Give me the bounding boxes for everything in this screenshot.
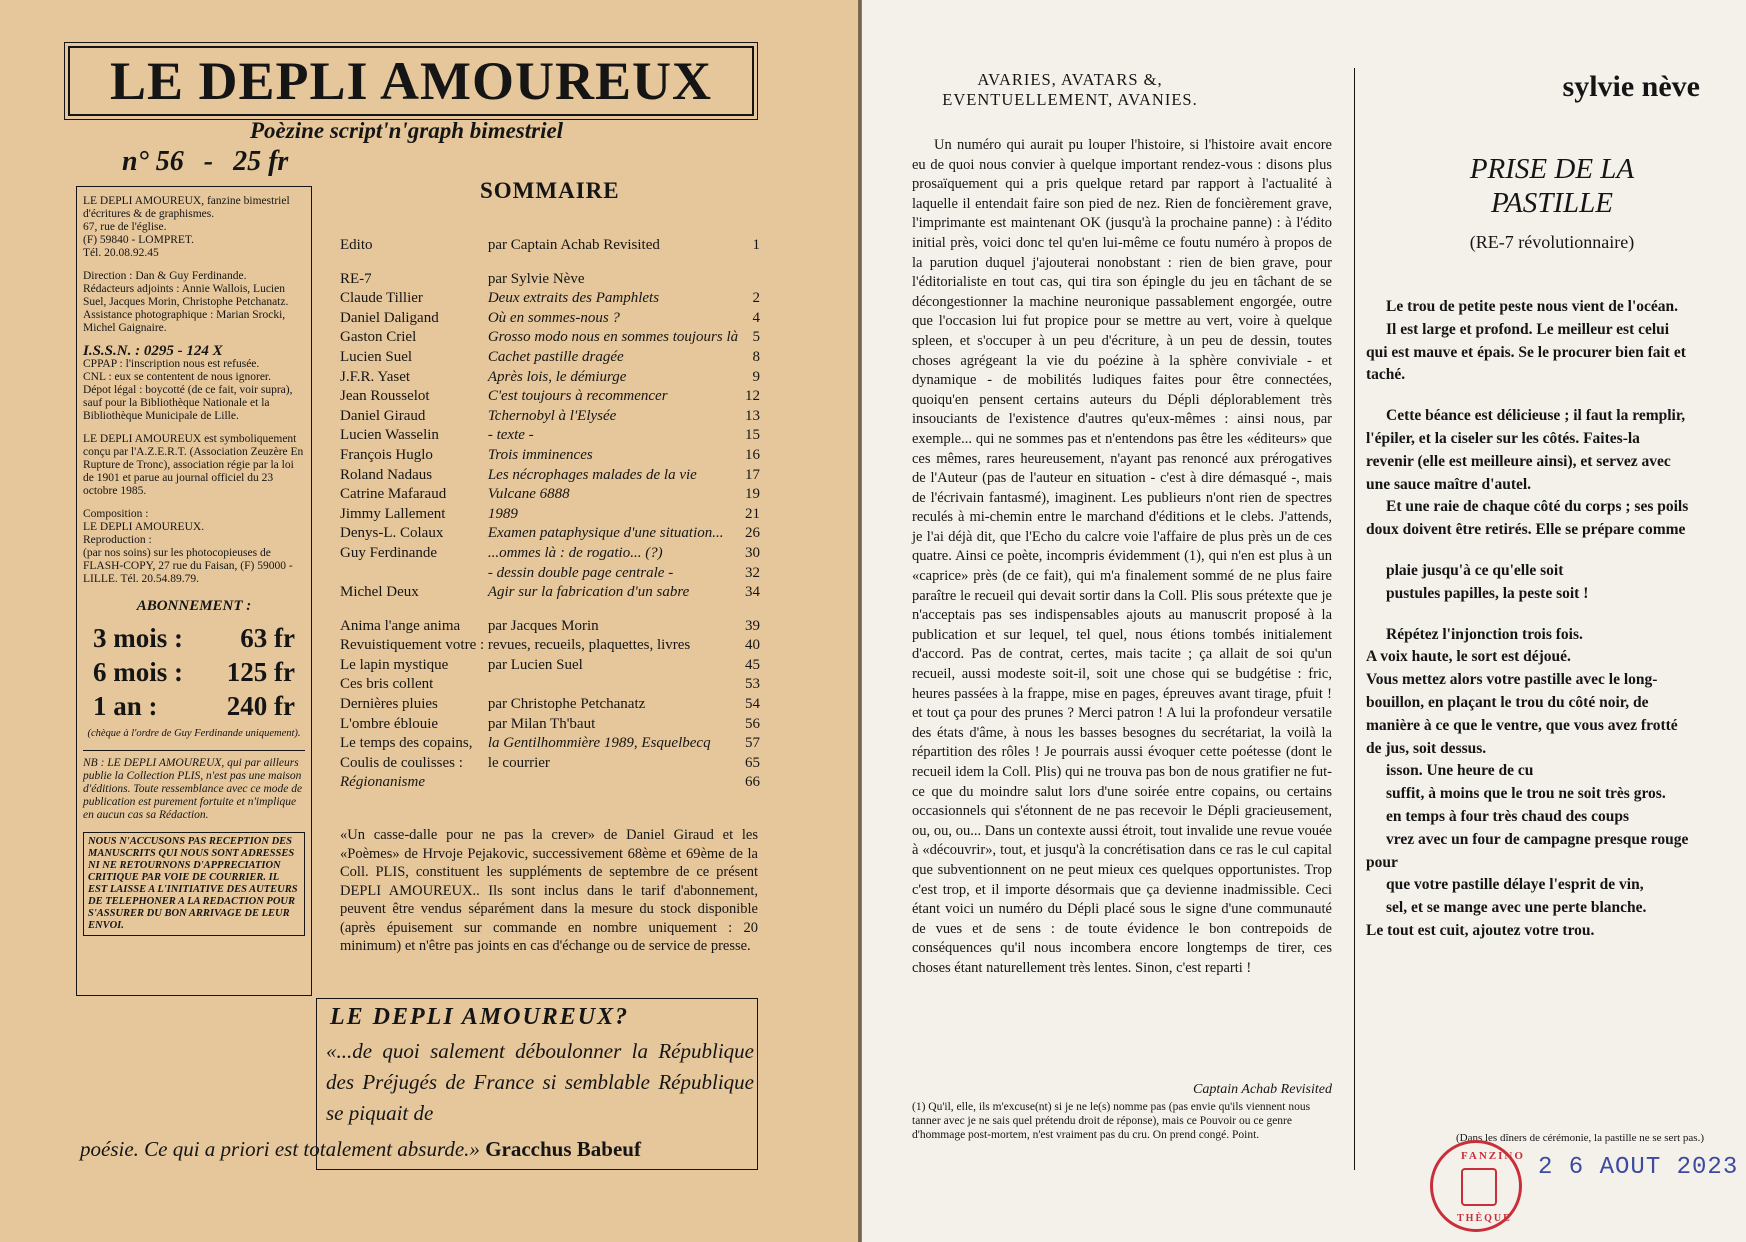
toc-row bbox=[340, 754, 760, 774]
stanza-gap bbox=[1366, 542, 1690, 560]
toc-author: Revuistiquement votre : bbox=[340, 637, 485, 654]
manuscript-warning: NOUS N'ACCUSONS PAS RECEPTION DES MANUSCRITS QUI NOUS SONT ADRESSES NI NE RETOURNONS D'APPRECIATION CRITIQUE PAR VOIE DE COURRIER. IL EST LAISSE A L'INITIATIVE DES AUTEURS DE TELEPHONER A LA REDACTION POUR S'ASSURER DU BON ARRIVAGE DE LEUR ENVOI. bbox=[83, 832, 305, 936]
toc-row bbox=[340, 636, 760, 656]
toc-page: 13 bbox=[745, 407, 760, 424]
right-page bbox=[862, 0, 1746, 1242]
toc-page: 53 bbox=[745, 676, 760, 693]
toc-page: 45 bbox=[745, 656, 760, 673]
poem-line: suffit, à moins que le trou ne soit très gros. bbox=[1386, 785, 1666, 803]
edito-heading bbox=[920, 70, 1220, 110]
reproduction-label: Reproduction : bbox=[83, 534, 152, 546]
colophon-sidebar bbox=[76, 186, 312, 996]
toc-gap bbox=[340, 603, 760, 617]
toc-work: Agir sur la fabrication d'un sabre bbox=[487, 584, 690, 601]
toc-row bbox=[340, 426, 760, 446]
toc-work: revues, recueils, plaquettes, livres bbox=[487, 637, 691, 654]
toc-author: Anima l'ange anima bbox=[340, 617, 461, 634]
toc-author: Michel Deux bbox=[340, 584, 419, 601]
cnl-line: CNL : eux se contentent de nous ignorer. bbox=[83, 371, 272, 383]
poem-line: Répétez l'injonction trois fois. bbox=[1386, 625, 1583, 643]
toc-page bbox=[745, 270, 760, 290]
toc-page: 1 bbox=[752, 237, 760, 253]
toc-work: par Milan Th'baut bbox=[487, 715, 596, 732]
toc-page: 34 bbox=[745, 584, 760, 601]
toc-author: Roland Nadaus bbox=[340, 466, 433, 483]
toc-page: 16 bbox=[745, 446, 760, 463]
toc-work: - texte - bbox=[487, 427, 534, 444]
toc-page: 30 bbox=[745, 544, 760, 561]
issue-number: n° 56 bbox=[122, 146, 184, 177]
subscription-period: 6 mois : bbox=[93, 657, 183, 687]
subscription-price: 63 fr bbox=[240, 623, 295, 653]
toc-page: 17 bbox=[745, 466, 760, 483]
toc-gap bbox=[340, 256, 760, 270]
stanza-gap bbox=[1366, 606, 1690, 624]
sommaire-title: SOMMAIRE bbox=[480, 178, 620, 203]
toc-page: 19 bbox=[745, 486, 760, 503]
toc-author: Lucien Wasselin bbox=[340, 427, 439, 444]
issn-line: I.S.S.N. : 0295 - 124 X bbox=[83, 343, 223, 359]
colophon-registration bbox=[83, 345, 305, 423]
toc-page: 15 bbox=[745, 427, 760, 444]
subscription-price: 125 fr bbox=[226, 657, 295, 687]
toc-work: le courrier bbox=[487, 754, 550, 771]
edito-footnote: (1) Qu'il, elle, ils m'excuse(nt) si je ne le(s) nomme pas (pas envie qu'ils viennent nous tanner avec je ne sais quel prétendu droit de réponse), mais ce Pouvoir ou ce genre d'hommage post-mortem, n'est vraiment pas du cru. On prend congé. Point. bbox=[912, 1101, 1311, 1141]
magazine-subtitle: Poèzine script'n'graph bimestriel bbox=[250, 118, 564, 143]
toc-page: 9 bbox=[752, 368, 760, 385]
toc-gap-cell bbox=[340, 603, 760, 617]
toc-row bbox=[340, 715, 760, 735]
toc-row bbox=[340, 695, 760, 715]
left-page bbox=[0, 0, 858, 1242]
toc-work: par Christophe Petchanatz bbox=[487, 696, 646, 713]
toc-author: Régionanisme bbox=[340, 774, 425, 791]
subscription-row bbox=[83, 621, 305, 655]
edito-heading-line-2: EVENTUELLEMENT, AVANIES. bbox=[942, 90, 1198, 109]
poem-line: pustules papilles, la peste soit ! bbox=[1386, 584, 1589, 602]
photo-line: Assistance photographique : Marian Srocki, Michel Gaignaire. bbox=[83, 309, 286, 334]
toc-author: Catrine Mafaraud bbox=[340, 486, 447, 503]
toc-author: Guy Ferdinande bbox=[340, 544, 438, 561]
poem-subtitle: (RE-7 révolutionnaire) bbox=[1469, 232, 1635, 252]
toc-work: Tchernobyl à l'Elysée bbox=[487, 407, 617, 424]
toc-row bbox=[340, 407, 760, 427]
toc-page: 12 bbox=[745, 388, 760, 405]
toc-row bbox=[340, 368, 760, 388]
toc-work: par Sylvie Nève bbox=[487, 270, 585, 287]
subscription-list bbox=[83, 621, 305, 723]
issue-price: 25 fr bbox=[233, 146, 289, 177]
cppap-line: CPPAP : l'inscription nous est refusée. bbox=[83, 358, 260, 370]
toc-work: Les nécrophages malades de la vie bbox=[487, 466, 697, 483]
toc-author: Coulis de coulisses : bbox=[340, 754, 463, 771]
toc-page: 56 bbox=[745, 715, 760, 732]
poem-body bbox=[1366, 296, 1690, 943]
poem-line: sel, et se mange avec une perte blanche. bbox=[1386, 899, 1647, 917]
toc-author: Denys-L. Colaux bbox=[340, 525, 444, 542]
toc-page: 54 bbox=[745, 696, 760, 713]
toc-work: Cachet pastille dragée bbox=[487, 348, 624, 365]
table-of-contents bbox=[340, 236, 760, 793]
edito-body bbox=[912, 136, 1332, 979]
toc-work: par Jacques Morin bbox=[487, 617, 599, 634]
toc-work: Trois imminences bbox=[487, 446, 593, 463]
quote-heading: LE DEPLI AMOUREUX? bbox=[330, 1004, 630, 1030]
address-line-1: 67, rue de l'église. bbox=[83, 221, 167, 233]
subscription-title: ABONNEMENT : bbox=[136, 598, 252, 614]
toc-author: Jean Rousselot bbox=[340, 388, 430, 405]
phone-line: Tél. 20.08.92.45 bbox=[83, 247, 159, 259]
edito-heading-line-1: AVARIES, AVATARS &, bbox=[977, 70, 1163, 89]
poem-line: Cette béance est délicieuse ; il faut la remplir, l'épiler, et la ciseler sur les côtés. Faites-la revenir (elle est meilleure ainsi), et servez avec une sauce maître d'autel. bbox=[1366, 407, 1686, 493]
toc-row bbox=[340, 387, 760, 407]
toc-work: Vulcane 6888 bbox=[487, 486, 570, 503]
toc-page: 57 bbox=[745, 735, 760, 752]
toc-work: ...ommes là : de rogatio... (?) bbox=[487, 544, 663, 561]
subscription-price: 240 fr bbox=[226, 691, 295, 721]
toc-row bbox=[340, 544, 760, 564]
toc-page: 4 bbox=[752, 309, 760, 326]
toc-author: Dernières pluies bbox=[340, 696, 438, 713]
toc-page: 8 bbox=[752, 348, 760, 365]
column-divider bbox=[1354, 68, 1355, 1170]
toc-page: 39 bbox=[745, 617, 760, 634]
reproduction-value: (par nos soins) sur les photocopieuses de FLASH-COPY, 27 rue du Faisan, (F) 59000 - LILLE. Tél. 20.54.89.79. bbox=[83, 547, 293, 585]
poem-note: (Dans les dîners de cérémonie, la pastille ne se sert pas.) bbox=[1455, 1132, 1704, 1144]
masthead-text: LE DEPLI AMOUREUX, fanzine bimestriel d'écritures & de graphismes. bbox=[83, 195, 290, 220]
poem-title-line-2: PASTILLE bbox=[1491, 187, 1613, 219]
toc-row bbox=[340, 564, 760, 584]
toc-page: 5 bbox=[752, 329, 760, 346]
library-stamp bbox=[1430, 1140, 1525, 1232]
poem-line: vrez avec un four de campagne presque rouge pour bbox=[1366, 830, 1689, 871]
toc-work: C'est toujours à recommencer bbox=[487, 388, 668, 405]
stamp-top-text: FANZINO bbox=[1461, 1150, 1525, 1162]
toc-page: 21 bbox=[745, 505, 760, 522]
toc-work: Grosso modo nous en sommes toujours là bbox=[487, 329, 739, 346]
toc-author: Lucien Suel bbox=[340, 348, 413, 365]
magazine-title: LE DEPLI AMOUREUX bbox=[68, 46, 754, 116]
toc-work: par Captain Achab Revisited bbox=[487, 237, 660, 253]
toc-row bbox=[340, 289, 760, 309]
poem-line: que votre pastille délaye l'esprit de vin, bbox=[1386, 876, 1644, 894]
toc-gap-cell bbox=[340, 256, 760, 270]
toc-author: Daniel Daligand bbox=[340, 309, 439, 326]
supplement-note: «Un casse-dalle pour ne pas la crever» de Daniel Giraud et les «Poèmes» de Hrvoje Pejakovic, successivement 68ème et 69ème de la Coll. PLIS, constituent les suppléments de septembre de ce présent DEPLI AMOUREUX.. Ils sont inclus dans le tarif d'abonnement, peuvent être vendus séparément dans la mesure du stock disponible (après épuisement sur commande en nombre uniquement : 20 minimum) et n'être pas joints en cas d'échange ou de service de presse. bbox=[340, 827, 758, 954]
toc-row bbox=[340, 734, 760, 754]
toc-page: 40 bbox=[745, 637, 760, 654]
toc-page: 66 bbox=[745, 774, 760, 791]
nb-note: NB : LE DEPLI AMOUREUX, qui par ailleurs publie la Collection PLIS, n'est pas une maison d'éditions. Toute ressemblance avec ce mode de publication est purement fortuite et n'implique en aucun cas sa Rédaction. bbox=[83, 750, 305, 822]
stamp-emblem-icon bbox=[1461, 1168, 1497, 1206]
toc-author bbox=[340, 564, 488, 584]
toc-author: Edito bbox=[340, 237, 373, 253]
quote-author: Gracchus Babeuf bbox=[485, 1137, 641, 1161]
toc-author: RE-7 bbox=[340, 270, 372, 287]
poem-title bbox=[1362, 152, 1742, 220]
toc-row bbox=[340, 485, 760, 505]
toc-row bbox=[340, 236, 760, 256]
toc-work: - dessin double page centrale - bbox=[487, 564, 674, 581]
poem-line: en temps à four très chaud des coups bbox=[1386, 807, 1629, 825]
address-line-2: (F) 59840 - LOMPRET. bbox=[83, 234, 194, 246]
toc-author: François Huglo bbox=[340, 446, 433, 463]
toc-row bbox=[340, 524, 760, 544]
poem-line: A voix haute, le sort est déjoué. bbox=[1366, 648, 1571, 666]
toc-work bbox=[488, 773, 745, 793]
edito-paragraph: Un numéro qui aurait pu louper l'histoire, si l'histoire avait encore eu de quoi nous convier à quelque important rendez-vous : disons plus prosaïquement qui a pris quelque retard par rapport à l'actualité à laquelle il entendait faire son pied de nez. Rien de foncièrement grave, l'imprimante est maintenant OK (jusqu'à la prochaine panne) : à l'édito initial près, voici donc tel qu'en lui-même ce foutu numéro à propos de la parution duquel j'ajouterai nonobstant : rien de bien grave, pour l'éditorialiste en tout cas, qui tira son épingle du jeu en tâchant de se décongestionner la machine neuronique passablement engorgée, outre que l'occasion lui fut propice pour se mettre au vert, voire à quelque spleen, et s'occuper à un peu d'écriture, à un peu de dessin, toutes choses agrégeant la vie du poézine à la sphère conviviale - et dynamique - de mobilités ludiques faites pour être connectées, quoiqu'en pensent certains auteurs du Dépli déplorablement très insouciants de l'existence d'autres qu'eux-mêmes : ainsi nous, par exemple... qui ne sommes pas et n'entendons pas être les «éditeurs» que ces mêmes, rares heureusement, n'ayant pas renoncé aux prérogatives de l'Auteur (pas de l'auteur en situation - c'est à dire démasqué -, mais de l'écrivain fantasmé), imaginent. Les publieurs n'ont rien de spectres reculés à mi-chemin entre le marchand d'éditions et le clebs. J'attends, je l'ai déjà dit, que l'Echo du calcre voie l'affaire de plus près un de ces quatre. Ainsi ce poète, incompris évidemment (1), qui n'en est plus à un «caprice» près (de ce fait), qui m'a finalement sommé de ne plus faire paraître le recueil qui devait sortir dans la Coll. Plis sous prétexte que je n'acceptais pas ses indispensables ajouts au manuscrit proposé à la publication et sur lequel, tel quel, nous étions tombés initialement d'accord. Pas de contrat, certes, mais tacite ; ça allait de soi qu'un recueil, aussi modeste soit-il, soit une chose qui se budgétise : fric, heures passées à la frappe, mise en pages, épreuves avant tirage, pfuit ! et tout ça pour des prunes ? Merci patron ! A lui la profondeur versatile des états d'âme, à nous les basses besognes du secrétariat, la voilà la répartition des rôles ! Je pourrais aussi évoquer cette poétesse (dont le recueil idem la Coll. Plis) qui ne trouva pas bon de nous gratifier ne fut-ce que du moindre salut lors d'une soirée entre copains, ou certains occasionnels qui s'étonnent de ne pas recevoir le Dépli gracieusement, ou, ou, ou... Dans un contexte aussi étroit, tout invalide une revue vouée à «découvrir», tout, et jusqu'à la concrétisation dans ce ras le cul capital que subventionnent on ne peut mieux ces quelques opportunistes. Trop c'est trop, et il importe désormais que ça devienne inadmissible. Ceci étant voici un numéro du Dépli placé sous le signe d'une communauté de vues et de sens : de toute évidence le bon contrepoids de conséquences qu'il nous incombera encore longtemps de tirer, ces choses étant naturellement très lentes. Sinon, c'est reparti ! bbox=[912, 137, 1332, 976]
direction-line: Direction : Dan & Guy Ferdinande. bbox=[83, 270, 247, 282]
cheque-note: (chèque à l'ordre de Guy Ferdinande uniquement). bbox=[87, 728, 301, 739]
toc-work: Deux extraits des Pamphlets bbox=[487, 290, 660, 307]
toc-work: Examen pataphysique d'une situation... bbox=[487, 525, 724, 542]
toc-row bbox=[340, 466, 760, 486]
subscription-row bbox=[83, 689, 305, 723]
toc-author: Gaston Criel bbox=[340, 329, 417, 346]
toc-author: J.F.R. Yaset bbox=[340, 368, 411, 385]
quote-tail bbox=[80, 1137, 760, 1162]
toc-work: 1989 bbox=[487, 505, 518, 522]
composition-label: Composition : bbox=[83, 508, 149, 520]
date-stamp: 2 6 AOUT 2023 bbox=[1538, 1154, 1739, 1181]
toc-author: Ces bris collent bbox=[340, 676, 434, 693]
toc-author: Daniel Giraud bbox=[340, 407, 426, 424]
toc-row bbox=[340, 446, 760, 466]
toc-row bbox=[340, 617, 760, 637]
toc-page: 32 bbox=[745, 564, 760, 581]
toc-row bbox=[340, 505, 760, 525]
association-note: LE DEPLI AMOUREUX est symboliquement conçu par l'A.Z.E.R.T. (Association Zeuzère En Rupture de Tronc), association régie par la loi de 1901 et parue au journal officiel du 23 octobre 1985. bbox=[83, 433, 304, 497]
poem-line: Et une raie de chaque côté du corps ; ses poils doux doivent être retirés. Elle se prépare comme bbox=[1366, 498, 1689, 539]
toc-author: Le temps des copains, bbox=[340, 735, 473, 752]
poem-author: sylvie nève bbox=[1562, 70, 1700, 103]
toc-row bbox=[340, 348, 760, 368]
toc-row bbox=[340, 583, 760, 603]
poem-line: Le tout est cuit, ajoutez votre trou. bbox=[1366, 921, 1595, 939]
quote-text: «...de quoi salement déboulonner la République des Préjugés de France si semblable République se piquait de bbox=[326, 1039, 754, 1125]
subscription-period: 3 mois : bbox=[93, 623, 183, 653]
redacteurs-line: Rédacteurs adjoints : Annie Wallois, Lucien Suel, Jacques Morin, Christophe Petchanatz. bbox=[83, 283, 289, 308]
edito-signature: Captain Achab Revisited bbox=[1193, 1082, 1332, 1097]
toc-page: 26 bbox=[745, 525, 760, 542]
colophon-staff bbox=[83, 270, 305, 335]
toc-page: 2 bbox=[752, 290, 760, 307]
stamp-bottom-text: THÈQUE bbox=[1457, 1213, 1512, 1224]
toc-author: Claude Tillier bbox=[340, 290, 423, 307]
toc-work: Après lois, le démiurge bbox=[487, 368, 627, 385]
issue-separator: - bbox=[203, 146, 214, 177]
toc-row bbox=[340, 773, 760, 793]
production-note bbox=[83, 508, 305, 586]
poem-line: Il est large et profond. Le meilleur est celui qui est mauve et épais. Se le procurer bien fait et taché. bbox=[1366, 320, 1686, 384]
subscription-row bbox=[83, 655, 305, 689]
colophon-masthead bbox=[83, 195, 305, 260]
toc-work: Où en sommes-nous ? bbox=[487, 309, 620, 326]
poem-line: isson. Une heure de cu bbox=[1386, 762, 1534, 780]
poem-line: plaie jusqu'à ce qu'elle soit bbox=[1386, 561, 1564, 579]
toc-row bbox=[340, 309, 760, 329]
toc-page: 65 bbox=[745, 754, 760, 771]
toc-author: L'ombre éblouie bbox=[340, 715, 439, 732]
toc-row bbox=[340, 675, 760, 695]
toc-work: par Lucien Suel bbox=[487, 656, 583, 673]
subscription-period: 1 an : bbox=[93, 691, 158, 721]
depot-legal-line: Dépot légal : boycotté (de ce fait, voir supra), sauf pour la Bibliothèque Nationale et la Bibliothèque Municipale de Lille. bbox=[83, 384, 293, 422]
toc-row bbox=[340, 328, 760, 348]
poem-title-line-1: PRISE DE LA bbox=[1469, 153, 1635, 185]
poem-line: Le trou de petite peste nous vient de l'océan. bbox=[1386, 298, 1679, 315]
toc-row bbox=[340, 656, 760, 676]
issue-line bbox=[122, 146, 308, 178]
toc-work bbox=[488, 675, 745, 695]
stanza-gap bbox=[1366, 387, 1690, 405]
toc-author: Le lapin mystique bbox=[340, 656, 449, 673]
toc-author: Jimmy Lallement bbox=[340, 505, 446, 522]
toc-row bbox=[340, 270, 760, 290]
poem-line: Vous mettez alors votre pastille avec le long-bouillon, en plaçant le trou du côté noir, de manière à ce que le ventre, que vous avez frotté de jus, soit dessus. bbox=[1366, 671, 1678, 757]
composition-value: LE DEPLI AMOUREUX. bbox=[83, 521, 205, 533]
toc-work: la Gentilhommière 1989, Esquelbecq bbox=[487, 735, 711, 752]
quote-tail-text: poésie. Ce qui a priori est totalement absurde.» bbox=[80, 1137, 480, 1161]
